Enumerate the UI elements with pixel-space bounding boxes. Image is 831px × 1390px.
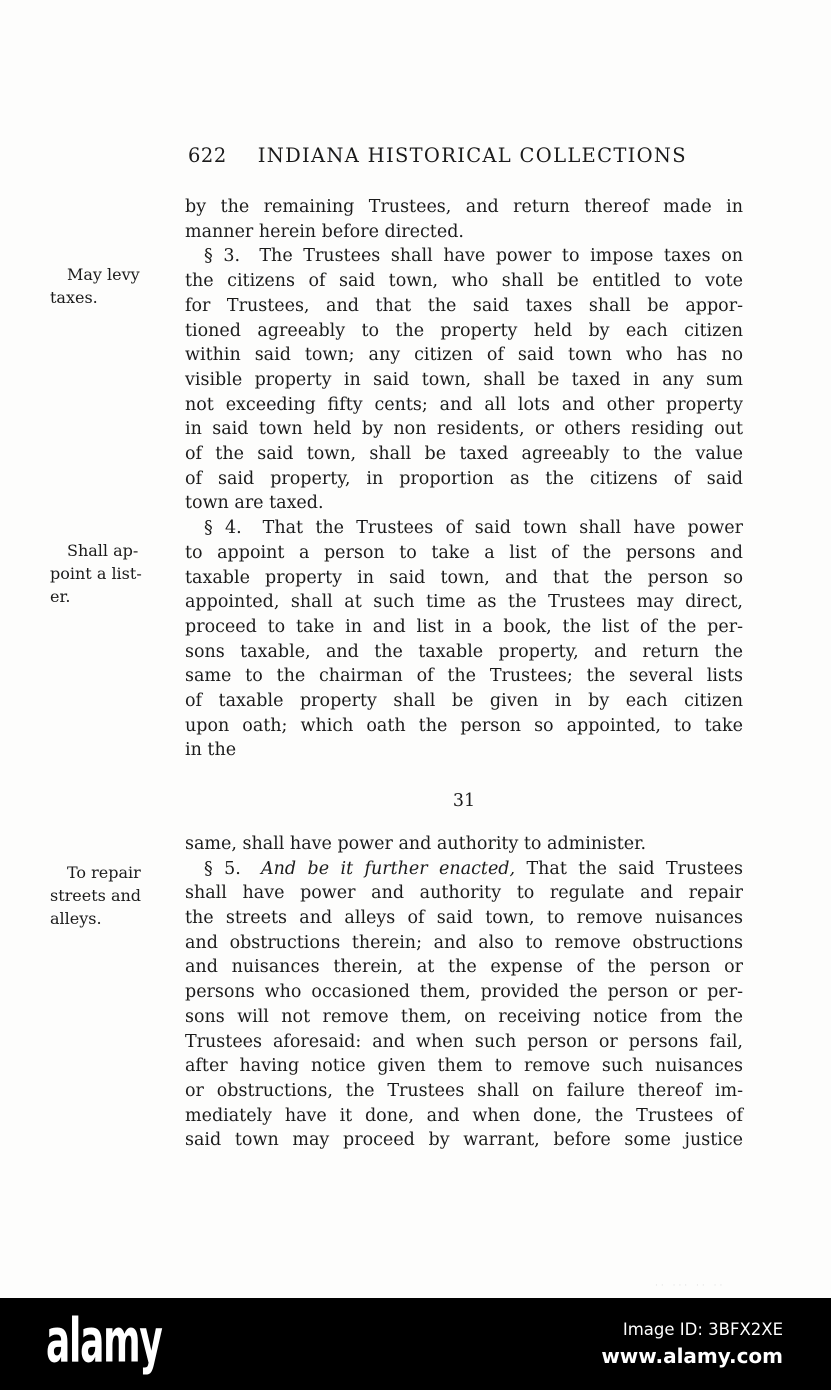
margin-note-line: taxes. (50, 287, 98, 307)
text-line: and obstructions therein; and also to remove obstructions (185, 932, 743, 953)
margin-note-line: Shall ap- (67, 541, 139, 560)
margin-note-line: To repair (67, 863, 141, 882)
text-line: tioned agreeably to the property held by each citizen (185, 320, 743, 341)
text-line: to appoint a person to take a list of the persons and (185, 542, 743, 563)
text-line: same, shall have power and authority to administer. (185, 833, 647, 854)
image-id: Image ID: 3BFX2XE (622, 1320, 783, 1339)
text-line: of the said town, shall be taxed agreeably to the value (185, 444, 743, 465)
text-line: of said property, in proportion as the citizens of said (185, 468, 743, 489)
text-line: appointed, shall at such time as the Trustees may direct, (185, 592, 743, 613)
margin-note (50, 862, 170, 930)
text-line: sons will not remove them, on receiving notice from the (185, 1006, 743, 1027)
text-line: after having notice given them to remove such nuisances (185, 1056, 743, 1077)
alamy-logo: alamy (46, 1304, 162, 1377)
text-segment: § 5. (204, 858, 262, 879)
text-line: the streets and alleys of said town, to remove nuisances (185, 907, 743, 928)
paragraph (185, 516, 743, 763)
text-line: by the remaining Trustees, and return thereof made in (185, 197, 743, 217)
text-line: not exceeding fifty cents; and all lots and other property (185, 394, 743, 415)
text-line: of taxable property shall be given in by each citizen (185, 691, 743, 712)
margin-note-line: point a list- (50, 563, 142, 583)
text-line: § 3. The Trustees shall have power to impose taxes on (204, 246, 743, 267)
margin-note (50, 540, 170, 608)
text-line: visible property in said town, shall be taxed in any sum (185, 369, 743, 390)
alamy-url: www.alamy.com (601, 1344, 783, 1368)
mid-page-number: 31 (452, 791, 476, 812)
text-line: said town may proceed by warrant, before some justice (185, 1130, 743, 1151)
text-line: same to the chairman of the Trustees; the several lists (185, 666, 743, 687)
body-column (185, 195, 743, 1153)
paragraph (185, 857, 743, 1153)
watermark-bar (0, 1298, 831, 1390)
margin-note-line: May levy (67, 265, 140, 284)
text-line: within said town; any citizen of said town who has no (185, 345, 743, 366)
margin-note-line: alleys. (50, 908, 102, 928)
running-header (188, 144, 687, 167)
text-line: shall have power and authority to regulate and repair (185, 883, 743, 904)
text-line: in said town held by non residents, or others residing out (185, 419, 743, 440)
margin-note (50, 264, 170, 310)
text-line: in the (185, 740, 237, 761)
text-line: persons who occasioned them, provided the person or per- (185, 982, 743, 1003)
margin-note-line: streets and (50, 885, 142, 905)
text-line: upon oath; which oath the person so appointed, to take (185, 715, 743, 736)
scan-artifact: ·· ··· ·· ·· (655, 1281, 726, 1289)
text-line: sons taxable, and the taxable property, and return the (185, 641, 743, 662)
text-line: § 4. That the Trustees of said town shall have power (204, 518, 743, 539)
margin-note-line: er. (50, 586, 71, 606)
text-line: Trustees aforesaid: and when such person or persons fail, (185, 1031, 743, 1052)
text-line: and nuisances therein, at the expense of the person or (185, 957, 743, 978)
paragraph (185, 244, 743, 516)
text-line: mediately have it done, and when done, the Trustees of (185, 1105, 743, 1126)
folio-number: 622 (188, 144, 227, 167)
image-id-block (601, 1320, 783, 1368)
text-line: or obstructions, the Trustees shall on failure thereof im- (185, 1080, 743, 1101)
text-line (185, 857, 743, 882)
text-line: proceed to take in and list in a book, the list of the per- (185, 616, 743, 637)
paragraph (185, 195, 743, 244)
running-header-title: INDIANA HISTORICAL COLLECTIONS (257, 144, 687, 167)
text-line: taxable property in said town, and that the person so (185, 567, 743, 588)
text-line: manner herein before directed. (185, 221, 464, 242)
paragraph (185, 832, 743, 857)
text-line: town are taxed. (185, 493, 324, 514)
text-line: for Trustees, and that the said taxes shall be appor- (185, 295, 743, 316)
italic-enacting-clause: And be it further enacted, (261, 858, 516, 879)
text-line: the citizens of said town, who shall be entitled to vote (185, 271, 743, 292)
text-segment: That the said Trustees (515, 858, 743, 879)
